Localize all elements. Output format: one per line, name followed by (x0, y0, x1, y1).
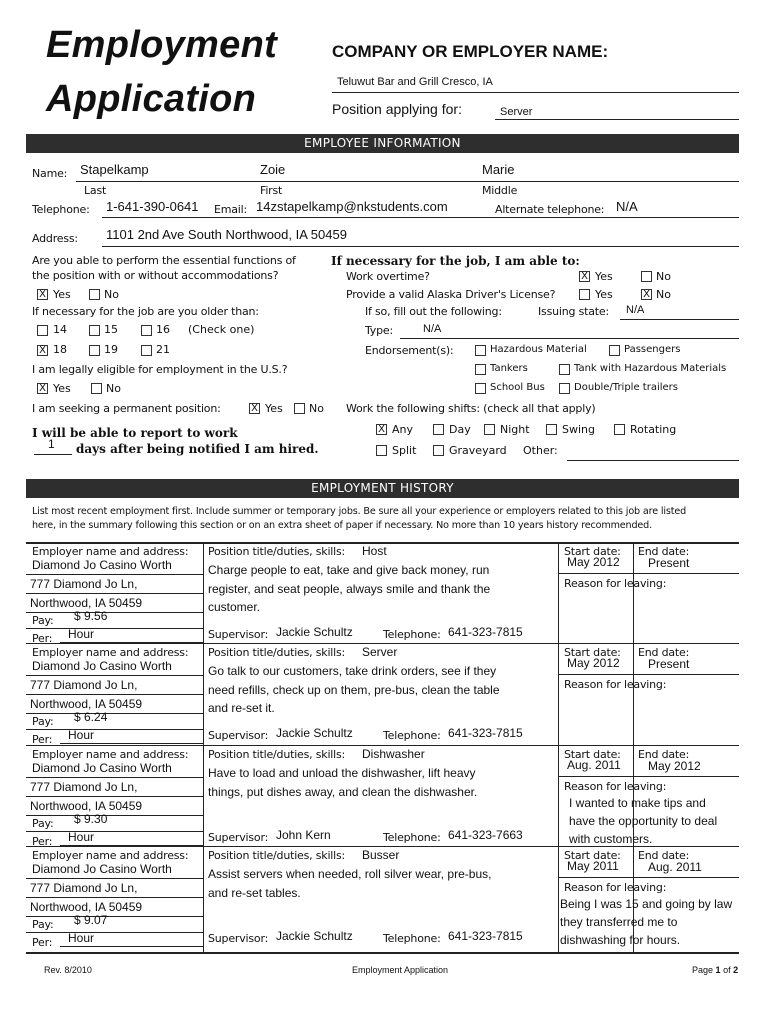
section-employee-information: EMPLOYEE INFORMATION (26, 134, 739, 153)
supervisor-telephone-value[interactable]: 641-323-7815 (448, 726, 523, 740)
shift-any-label: Any (392, 423, 414, 436)
per-label: Per: (32, 835, 53, 848)
supervisor-telephone-label: Telephone: (383, 831, 441, 844)
duties-line-1-value[interactable]: Charge people to eat, take and give back money, run (208, 563, 490, 577)
shift-night-checkbox[interactable] (484, 424, 495, 435)
supervisor-label: Supervisor: (208, 831, 269, 844)
per-value[interactable]: Hour (68, 728, 95, 742)
pay-value[interactable]: $ 6.24 (74, 710, 108, 724)
email-value[interactable]: 14zstapelkamp@nkstudents.com (256, 199, 448, 214)
license-no-checkbox[interactable]: X (641, 289, 652, 300)
permanent-question: I am seeking a permanent position: (32, 402, 221, 415)
pay-label: Pay: (32, 817, 54, 830)
position-title-value[interactable]: Host (362, 544, 387, 558)
shift-night-label: Night (500, 423, 530, 436)
employer-label: Employer name and address: (32, 849, 189, 862)
essential-question-1: Are you able to perform the essential functions of (32, 254, 296, 267)
employer-label: Employer name and address: (32, 646, 189, 659)
start-date-label: Start date: (564, 646, 621, 659)
age-14-checkbox[interactable] (37, 325, 48, 336)
pay-label: Pay: (32, 918, 54, 931)
supervisor-value[interactable]: Jackie Schultz (276, 625, 353, 639)
hazmat-checkbox[interactable] (475, 345, 486, 356)
pay-label: Pay: (32, 715, 54, 728)
shift-swing-checkbox[interactable] (546, 424, 557, 435)
endorsement-label: Endorsement(s): (365, 344, 454, 357)
duties-line-1-value[interactable]: Have to load and unload the dishwasher, lift heavy (208, 766, 476, 780)
employer-address-2-value[interactable]: Northwood, IA 50459 (30, 799, 143, 813)
per-label: Per: (32, 936, 53, 949)
first-label: First (260, 184, 283, 197)
reason-line-1-value[interactable]: I wanted to make tips and (569, 796, 706, 810)
essential-question-2: the position with or without accommodations? (32, 269, 279, 282)
supervisor-value[interactable]: Jackie Schultz (276, 726, 353, 740)
pay-value[interactable]: $ 9.07 (74, 913, 108, 927)
duties-line-3-value[interactable]: customer. (208, 600, 261, 614)
report-line-2: days after being notified I am hired. (76, 442, 319, 456)
age-14-label: 14 (53, 323, 67, 336)
shift-graveyard-checkbox[interactable] (433, 445, 444, 456)
start-date-value[interactable]: May 2011 (567, 859, 619, 873)
section-employment-history: EMPLOYMENT HISTORY (26, 479, 739, 498)
address-value[interactable]: 1101 2nd Ave South Northwood, IA 50459 (106, 227, 347, 242)
duties-line-2-value[interactable]: things, put dishes away, and clean the dishwasher. (208, 785, 478, 799)
tank-hazmat-label: Tank with Hazardous Materials (574, 363, 727, 374)
start-date-value[interactable]: May 2012 (567, 555, 620, 569)
tankers-checkbox[interactable] (475, 364, 486, 375)
company-value[interactable]: Teluwut Bar and Grill Cresco, IA (337, 76, 493, 88)
overtime-no-label: No (656, 270, 671, 283)
reason-label: Reason for leaving: (564, 881, 667, 894)
supervisor-telephone-value[interactable]: 641-323-7815 (448, 625, 523, 639)
age-19-label: 19 (104, 343, 118, 356)
telephone-label: Telephone: (32, 203, 90, 216)
shift-day-checkbox[interactable] (433, 424, 444, 435)
start-date-label: Start date: (564, 849, 621, 862)
end-date-label: End date: (638, 545, 690, 558)
end-date-value[interactable]: Present (648, 657, 690, 671)
reason-label: Reason for leaving: (564, 577, 667, 590)
footer-page (692, 965, 738, 975)
pay-value[interactable]: $ 9.30 (74, 812, 108, 826)
per-value[interactable]: Hour (68, 830, 95, 844)
age-21-checkbox[interactable] (141, 345, 152, 356)
employer-address-1-value[interactable]: 777 Diamond Jo Ln, (30, 678, 138, 692)
employer-address-2-value[interactable]: Northwood, IA 50459 (30, 900, 143, 914)
start-date-value[interactable]: May 2012 (567, 656, 620, 670)
duties-line-1-value[interactable]: Assist servers when needed, roll silver wear, pre-bus, (208, 867, 492, 881)
license-question: Provide a valid Alaska Driver's License? (346, 288, 556, 301)
issuing-state-label: Issuing state: (538, 305, 609, 318)
eligible-yes-checkbox[interactable]: X (37, 383, 48, 394)
eligible-no-label: No (106, 382, 121, 395)
school-bus-checkbox[interactable] (475, 383, 486, 394)
reason-line-3-value[interactable]: dishwashing for hours. (560, 933, 681, 947)
shift-other-label: Other: (523, 444, 558, 457)
alt-phone-label: Alternate telephone: (495, 203, 605, 216)
reason-line-3-value[interactable]: with customers. (569, 832, 653, 846)
type-label: Type: (365, 324, 393, 337)
history-intro-2: here, in the summary following this section or on an extra sheet of paper if necessary. No more than 10 years history recommended. (32, 520, 652, 531)
age-21-label: 21 (156, 343, 170, 356)
age-18-label: 18 (53, 343, 67, 356)
per-value[interactable]: Hour (68, 931, 95, 945)
check-one-label: (Check one) (188, 323, 255, 336)
shift-graveyard-label: Graveyard (449, 444, 507, 457)
employer-name-value[interactable]: Diamond Jo Casino Worth (32, 761, 172, 775)
pay-label: Pay: (32, 614, 54, 627)
tankers-label: Tankers (490, 363, 528, 374)
reason-line-2-value[interactable]: they transferred me to (560, 915, 678, 929)
end-date-label: End date: (638, 748, 690, 761)
overtime-question: Work overtime? (346, 270, 430, 283)
start-date-label: Start date: (564, 748, 621, 761)
passengers-label: Passengers (624, 344, 681, 355)
position-duties-label: Position title/duties, skills: (208, 545, 346, 558)
employer-name-value[interactable]: Diamond Jo Casino Worth (32, 558, 172, 572)
address-label: Address: (32, 232, 78, 245)
issuing-state-value[interactable]: N/A (626, 304, 645, 316)
middle-label: Middle (482, 184, 518, 197)
hazmat-label: Hazardous Material (490, 344, 587, 355)
position-title-value[interactable]: Server (362, 645, 398, 659)
type-value[interactable]: N/A (423, 323, 442, 335)
employer-address-2-value[interactable]: Northwood, IA 50459 (30, 697, 143, 711)
per-label: Per: (32, 733, 53, 746)
supervisor-value[interactable]: Jackie Schultz (276, 929, 353, 943)
overtime-yes-checkbox[interactable]: X (579, 271, 590, 282)
shift-rotating-checkbox[interactable] (614, 424, 625, 435)
reason-label: Reason for leaving: (564, 780, 667, 793)
footer-page-total: 2 (733, 965, 739, 975)
double-trailers-checkbox[interactable] (559, 383, 570, 394)
title-employment: Employment (46, 24, 278, 66)
start-date-value[interactable]: Aug. 2011 (567, 758, 621, 772)
history-intro-1: List most recent employment first. Include summer or temporary jobs. Be sure all your experience or employers related to this job are listed (32, 506, 687, 517)
employer-address-1-value[interactable]: 777 Diamond Jo Ln, (30, 577, 138, 591)
email-label: Email: (214, 203, 248, 216)
employer-name-value[interactable]: Diamond Jo Casino Worth (32, 659, 172, 673)
shift-any-checkbox[interactable]: X (376, 424, 387, 435)
eligible-yes-label: Yes (53, 382, 71, 395)
title-application: Application (46, 78, 257, 120)
report-line-1: I will be able to report to work (32, 426, 238, 440)
overtime-no-checkbox[interactable] (641, 271, 652, 282)
age-15-label: 15 (104, 323, 118, 336)
reason-line-2-value[interactable]: have the opportunity to deal (569, 814, 718, 828)
telephone-value[interactable]: 1-641-390-0641 (106, 199, 199, 214)
necessary-heading: If necessary for the job, I am able to: (331, 254, 580, 268)
company-label: COMPANY OR EMPLOYER NAME: (332, 42, 609, 61)
duties-line-2-value[interactable]: register, and seat people, always smile and thank the (208, 582, 491, 596)
shift-day-label: Day (449, 423, 471, 436)
per-label: Per: (32, 632, 53, 645)
shift-swing-label: Swing (562, 423, 595, 436)
essential-yes-checkbox[interactable]: X (37, 289, 48, 300)
essential-no-label: No (104, 288, 119, 301)
supervisor-value[interactable]: John Kern (276, 828, 331, 842)
end-date-label: End date: (638, 849, 690, 862)
tank-hazmat-checkbox[interactable] (559, 364, 570, 375)
position-duties-label: Position title/duties, skills: (208, 646, 346, 659)
duties-line-3-value[interactable]: and re-set it. (208, 701, 275, 715)
footer-page-num: 1 (715, 965, 721, 975)
end-date-label: End date: (638, 646, 690, 659)
permanent-no-checkbox[interactable] (294, 403, 305, 414)
supervisor-telephone-value[interactable]: 641-323-7815 (448, 929, 523, 943)
last-name-value[interactable]: Stapelkamp (80, 162, 149, 177)
first-name-value[interactable]: Zoie (260, 162, 286, 177)
reason-line-1-value[interactable]: Being I was 15 and going by law (560, 897, 733, 911)
age-15-checkbox[interactable] (89, 325, 100, 336)
double-trailers-label: Double/Triple trailers (574, 382, 678, 393)
start-date-label: Start date: (564, 545, 621, 558)
age-16-checkbox[interactable] (141, 325, 152, 336)
supervisor-label: Supervisor: (208, 628, 269, 641)
position-title-value[interactable]: Busser (362, 848, 400, 862)
employer-address-1-value[interactable]: 777 Diamond Jo Ln, (30, 780, 138, 794)
license-yes-checkbox[interactable] (579, 289, 590, 300)
supervisor-telephone-value[interactable]: 641-323-7663 (448, 828, 523, 842)
shift-split-checkbox[interactable] (376, 445, 387, 456)
reason-label: Reason for leaving: (564, 678, 667, 691)
pay-value[interactable]: $ 9.56 (74, 609, 108, 623)
employer-address-1-value[interactable]: 777 Diamond Jo Ln, (30, 881, 138, 895)
permanent-no-label: No (309, 402, 324, 415)
passengers-checkbox[interactable] (609, 345, 620, 356)
license-no-label: No (656, 288, 671, 301)
duties-line-1-value[interactable]: Go talk to our customers, take drink orders, see if they (208, 664, 497, 678)
supervisor-label: Supervisor: (208, 932, 269, 945)
end-date-value[interactable]: Aug. 2011 (648, 860, 702, 874)
name-label: Name: (32, 167, 68, 180)
footer-center: Employment Application (352, 965, 449, 975)
footer-page-prefix: Page (692, 965, 714, 975)
supervisor-label: Supervisor: (208, 729, 269, 742)
supervisor-telephone-label: Telephone: (383, 932, 441, 945)
position-duties-label: Position title/duties, skills: (208, 849, 346, 862)
shifts-question: Work the following shifts: (check all that apply) (346, 402, 596, 415)
employer-address-2-value[interactable]: Northwood, IA 50459 (30, 596, 143, 610)
end-date-value[interactable]: Present (648, 556, 690, 570)
license-yes-label: Yes (595, 288, 613, 301)
fill-out-label: If so, fill out the following: (365, 305, 502, 318)
age-18-checkbox[interactable]: X (37, 345, 48, 356)
essential-yes-label: Yes (53, 288, 71, 301)
shift-rotating-label: Rotating (630, 423, 677, 436)
shift-split-label: Split (392, 444, 417, 457)
duties-line-2-value[interactable]: and re-set tables. (208, 886, 301, 900)
age-16-label: 16 (156, 323, 170, 336)
per-value[interactable]: Hour (68, 627, 95, 641)
position-value[interactable]: Server (500, 106, 533, 118)
position-duties-label: Position title/duties, skills: (208, 748, 346, 761)
employer-label: Employer name and address: (32, 545, 189, 558)
middle-name-value[interactable]: Marie (482, 162, 515, 177)
report-days-value[interactable]: 1 (48, 437, 55, 451)
school-bus-label: School Bus (490, 382, 545, 393)
essential-no-checkbox[interactable] (89, 289, 100, 300)
eligible-no-checkbox[interactable] (91, 383, 102, 394)
footer-rev: Rev. 8/2010 (44, 965, 92, 975)
footer-page-of: of (723, 965, 731, 975)
age-19-checkbox[interactable] (89, 345, 100, 356)
position-title-value[interactable]: Dishwasher (362, 747, 425, 761)
employer-label: Employer name and address: (32, 748, 189, 761)
supervisor-telephone-label: Telephone: (383, 729, 441, 742)
overtime-yes-label: Yes (595, 270, 613, 283)
alt-phone-value[interactable]: N/A (616, 199, 638, 214)
permanent-yes-checkbox[interactable]: X (249, 403, 260, 414)
position-label: Position applying for: (332, 101, 462, 117)
duties-line-2-value[interactable]: need refills, check up on them, pre-bus, clean the table (208, 683, 500, 697)
employer-name-value[interactable]: Diamond Jo Casino Worth (32, 862, 172, 876)
end-date-value[interactable]: May 2012 (648, 759, 701, 773)
eligible-question: I am legally eligible for employment in the U.S.? (32, 363, 288, 376)
older-question: If necessary for the job are you older than: (32, 305, 259, 318)
last-label: Last (84, 184, 107, 197)
permanent-yes-label: Yes (265, 402, 283, 415)
supervisor-telephone-label: Telephone: (383, 628, 441, 641)
